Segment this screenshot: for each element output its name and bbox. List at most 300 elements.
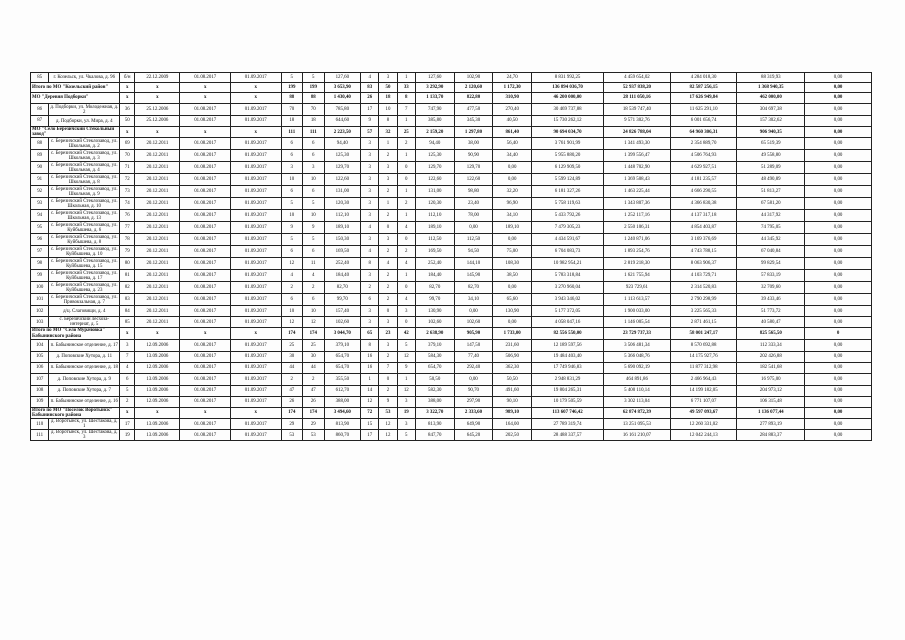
cell-s1: 847,70: [415, 430, 454, 441]
cell-d1: 20.12.2011: [135, 246, 180, 258]
cell-s1: 385,80: [415, 116, 454, 127]
cell-z: 0,00: [805, 104, 872, 116]
cell-n: 106: [31, 362, 49, 373]
cell-area: 860,70: [324, 430, 361, 441]
cell-s1: 584,30: [415, 351, 454, 362]
cell-c1: 30: [281, 351, 303, 362]
cell-d3: 01.09.2017: [230, 317, 281, 328]
cell-n: 85: [31, 73, 49, 83]
cell-m3: 11 625 291,10: [670, 104, 737, 116]
cell-doc: 2: [120, 396, 135, 407]
cell-s2: 649,90: [454, 419, 493, 430]
cell-m4: 304 697,38: [737, 104, 805, 116]
cell-m1: 136 894 036,70: [532, 83, 604, 93]
cell-d1: 12.09.2006: [135, 362, 180, 373]
cell-area: 99,70: [324, 294, 361, 306]
cell-a: с. Березичский Стеклозавод, ул. Школьная, д. 10: [49, 198, 120, 210]
cell-doc: 80: [120, 258, 135, 270]
cell-n: 107: [31, 373, 49, 385]
cell-m1: 15 730 262,12: [532, 116, 604, 127]
cell-q3: 1: [397, 73, 415, 83]
cell-m4: 44 317,92: [737, 210, 805, 222]
cell-m4: 67 581,20: [737, 198, 805, 210]
cell-z: 0,00: [805, 234, 872, 246]
cell-area: 127,60: [324, 73, 361, 83]
cell-m1: 27 789 319,74: [532, 419, 604, 430]
cell-d3: 01.09.2017: [230, 210, 281, 222]
cell-m4: 462 000,00: [737, 93, 805, 104]
table-row: [31, 419, 872, 430]
cell-area: 120,30: [324, 198, 361, 210]
cell-m4: 49 558,80: [737, 150, 805, 162]
cell-q1: 4: [361, 73, 379, 83]
cell-q3: 2: [397, 246, 415, 258]
table-row: [31, 385, 872, 396]
cell-a: д. Поповские Хутора, д. 7: [49, 385, 120, 396]
cell-z: 0,00: [805, 419, 872, 430]
cell-doc: 36: [120, 104, 135, 116]
cell-m2: 52 937 838,20: [604, 83, 671, 93]
cell-n: 101: [31, 294, 49, 306]
cell-m4: 40 580,47: [737, 317, 805, 328]
cell-z: 0,00: [805, 174, 872, 186]
cell-area: 252,40: [324, 258, 361, 270]
cell-m1: 10 982 954,21: [532, 258, 604, 270]
cell-d3: 01.09.2017: [230, 138, 281, 150]
cell-c2: 29: [303, 419, 325, 430]
cell-m3: 4 629 927,51: [670, 162, 737, 174]
cell-d1: 13.09.2006: [135, 430, 180, 441]
cell-area: 813,90: [324, 419, 361, 430]
cell-m1: 30 469 737,88: [532, 104, 604, 116]
cell-area: 131,00: [324, 186, 361, 198]
cell-d1: 13.09.2006: [135, 419, 180, 430]
cell-q1: 72: [361, 407, 379, 418]
cell-a: с. Березичский Стеклозавод, ул. Куйбышева, д. 17: [49, 270, 120, 282]
cell-m2: 1 343 807,36: [604, 198, 671, 210]
table-row: [31, 396, 872, 407]
cell-c1: 47: [281, 385, 303, 396]
cell-m4: 1 136 077,44: [737, 407, 805, 418]
cell-m4: 32 709,60: [737, 282, 805, 294]
cell-m4: 57 833,19: [737, 270, 805, 282]
cell-s2: 905,90: [454, 328, 493, 339]
cell-area: 125,30: [324, 150, 361, 162]
cell-area: 150,30: [324, 234, 361, 246]
cell-doc: 73: [120, 186, 135, 198]
cell-area: 654,70: [324, 362, 361, 373]
cell-doc: 71: [120, 162, 135, 174]
cell-q2: 2: [379, 150, 397, 162]
cell-d3: 01.09.2017: [230, 362, 281, 373]
cell-a: с. Березичский Стеклозавод, ул. Куйбышева, д. 23: [49, 282, 120, 294]
cell-m2: 9 571 302,76: [604, 116, 671, 127]
cell-q3: 3: [397, 306, 415, 317]
table-row: [31, 258, 872, 270]
cell-s3: 231,60: [493, 339, 532, 351]
cell-s3: 65,60: [493, 294, 532, 306]
cell-s2: 129,70: [454, 162, 493, 174]
cell-m4: 157 302,62: [737, 116, 805, 127]
cell-a: с. Березичский Стеклозавод, ул. Школьная, д. 3: [49, 150, 120, 162]
cell-area: 169,50: [324, 246, 361, 258]
cell-c2: 25: [303, 339, 325, 351]
cell-c2: 3: [303, 162, 325, 174]
cell-m4: 65 519,39: [737, 138, 805, 150]
table-row: [31, 339, 872, 351]
cell-d1: x: [135, 83, 180, 93]
cell-m3: 4 284 018,30: [670, 73, 737, 83]
cell-c1: 3: [281, 162, 303, 174]
cell-q1: 4: [361, 222, 379, 234]
cell-c1: 88: [281, 93, 303, 104]
cell-d3: 01.09.2017: [230, 419, 281, 430]
cell-c2: 53: [303, 430, 325, 441]
cell-q1: 14: [361, 385, 379, 396]
cell-n: 91: [31, 174, 49, 186]
cell-d1: 20.12.2011: [135, 150, 180, 162]
cell-q1: 17: [361, 430, 379, 441]
cell-m1: 113 607 746,42: [532, 407, 604, 418]
cell-m4: 16 975,00: [737, 373, 805, 385]
cell-m2: 5 366 048,76: [604, 351, 671, 362]
cell-n: 102: [31, 306, 49, 317]
cell-m3: 2 466 964,43: [670, 373, 737, 385]
cell-a: д. Подборки, ул. Мира, д. 4: [49, 116, 120, 127]
cell-d3: 01.09.2017: [230, 430, 281, 441]
subtotal-row: [31, 407, 872, 418]
cell-c2: 5: [303, 198, 325, 210]
cell-m2: 18 539 747,40: [604, 104, 671, 116]
cell-q3: 19: [397, 407, 415, 418]
cell-q3: 12: [397, 385, 415, 396]
table-row: [31, 104, 872, 116]
cell-q1: 16: [361, 362, 379, 373]
cell-q3: 1: [397, 373, 415, 385]
cell-c1: 18: [281, 116, 303, 127]
cell-d1: 20.12.2011: [135, 186, 180, 198]
cell-d2: 01.08.2017: [180, 419, 231, 430]
cell-s3: 0,00: [493, 234, 532, 246]
cell-q1: 3: [361, 210, 379, 222]
cell-s1: 94,40: [415, 138, 454, 150]
table-row: [31, 162, 872, 174]
cell-area: 82,70: [324, 282, 361, 294]
cell-d2: 01.08.2017: [180, 116, 231, 127]
cell-s2: 122,60: [454, 174, 493, 186]
cell-m4: 51 289,09: [737, 162, 805, 174]
cell-s1: 120,30: [415, 198, 454, 210]
cell-s1: 130,90: [415, 306, 454, 317]
cell-d3: 01.09.2017: [230, 351, 281, 362]
cell-z: 0,00: [805, 407, 872, 418]
cell-m4: 51 773,72: [737, 306, 805, 317]
cell-s3: 989,10: [493, 407, 532, 418]
cell-d3: 01.09.2017: [230, 294, 281, 306]
cell-q3: 7: [397, 104, 415, 116]
cell-s3: 96,90: [493, 198, 532, 210]
cell-s2: 102,90: [454, 73, 493, 83]
cell-s2: 0,00: [454, 306, 493, 317]
cell-q2: 32: [379, 127, 397, 138]
cell-m1: 4 058 047,16: [532, 317, 604, 328]
cell-s3: 0,00: [493, 317, 532, 328]
cell-d2: 01.08.2017: [180, 385, 231, 396]
cell-m3: 4 666 290,55: [670, 186, 737, 198]
cell-q2: 2: [379, 186, 397, 198]
table-row: [31, 362, 872, 373]
cell-c1: 5: [281, 73, 303, 83]
cell-d2: 01.08.2017: [180, 162, 231, 174]
table-row: [31, 138, 872, 150]
cell-s3: 0,00: [493, 282, 532, 294]
cell-d1: 20.12.2011: [135, 198, 180, 210]
cell-s1: 127,60: [415, 73, 454, 83]
cell-m1: 28 488 337,57: [532, 430, 604, 441]
cell-doc: 50: [120, 116, 135, 127]
cell-d2: x: [180, 328, 231, 339]
cell-n: 97: [31, 246, 49, 258]
cell-n: 100: [31, 282, 49, 294]
cell-q3: 2: [397, 138, 415, 150]
cell-s1: 3 292,90: [415, 83, 454, 93]
cell-q2: 3: [379, 162, 397, 174]
cell-m2: 1 893 254,76: [604, 246, 671, 258]
cell-q2: 12: [379, 430, 397, 441]
cell-c2: 26: [303, 396, 325, 407]
cell-c1: 10: [281, 306, 303, 317]
cell-d2: 01.08.2017: [180, 210, 231, 222]
cell-d3: 01.09.2017: [230, 373, 281, 385]
cell-a: д/ц. Слаговищи, д. 4: [49, 306, 120, 317]
cell-c1: 9: [281, 222, 303, 234]
cell-m3: 3 225 565,33: [670, 306, 737, 317]
cell-m4: 106 315,48: [737, 396, 805, 407]
cell-m2: 5 690 092,19: [604, 362, 671, 373]
cell-s1: 50,50: [415, 373, 454, 385]
table-row: [31, 210, 872, 222]
cell-m2: 24 826 788,04: [604, 127, 671, 138]
cell-q3: 1: [397, 186, 415, 198]
cell-s3: 56,40: [493, 138, 532, 150]
cell-s2: 82,70: [454, 282, 493, 294]
cell-c2: 44: [303, 362, 325, 373]
table-row: [31, 186, 872, 198]
cell-doc: 69: [120, 138, 135, 150]
cell-z: 0,00: [805, 282, 872, 294]
cell-m3: 12 042 244,13: [670, 430, 737, 441]
cell-d3: 01.09.2017: [230, 306, 281, 317]
cell-m3: 4 103 729,71: [670, 270, 737, 282]
cell-m3: 82 587 256,15: [670, 83, 737, 93]
cell-s3: 202,50: [493, 430, 532, 441]
cell-m3: 8 063 906,37: [670, 258, 737, 270]
cell-z: 0,00: [805, 138, 872, 150]
cell-z: 0,00: [805, 162, 872, 174]
cell-s1: 2 638,90: [415, 328, 454, 339]
cell-n: 104: [31, 339, 49, 351]
cell-d1: 20.12.2011: [135, 317, 180, 328]
cell-q2: 3: [379, 174, 397, 186]
table-body: [31, 73, 872, 441]
cell-m2: 1 341 493,30: [604, 138, 671, 150]
cell-m1: 6 129 909,50: [532, 162, 604, 174]
cell-c2: 9: [303, 222, 325, 234]
cell-a: с. Березичский Стеклозавод, ул. Куйбышева, д. 6: [49, 222, 120, 234]
cell-a: с. Березичский Стеклозавод, ул. Школьная, д. 2: [49, 138, 120, 150]
cell-d1: 20.12.2011: [135, 210, 180, 222]
cell-s1: 1 133,70: [415, 93, 454, 104]
cell-m1: 3 761 901,99: [532, 138, 604, 150]
cell-q2: 10: [379, 104, 397, 116]
cell-m1: 5 433 792,26: [532, 210, 604, 222]
cell-area: 122,60: [324, 174, 361, 186]
cell-q2: 4: [379, 258, 397, 270]
cell-m2: 1 113 613,57: [604, 294, 671, 306]
cell-z: 0,00: [805, 430, 872, 441]
cell-c1: 199: [281, 83, 303, 93]
table-row: [31, 306, 872, 317]
cell-area: 94,40: [324, 138, 361, 150]
cell-d2: 01.08.2017: [180, 150, 231, 162]
cell-q1: 9: [361, 116, 379, 127]
cell-m3: 64 960 306,31: [670, 127, 737, 138]
cell-a: п. Бабынинское отделение, д. 17: [49, 339, 120, 351]
cell-m1: 19 484 403,40: [532, 351, 604, 362]
cell-doc: 72: [120, 174, 135, 186]
cell-a: д. Поповские Хутора, д. 9: [49, 373, 120, 385]
cell-d1: 12.09.2006: [135, 339, 180, 351]
cell-d1: 20.12.2011: [135, 234, 180, 246]
cell-m1: 90 694 034,70: [532, 127, 604, 138]
cell-n: 90: [31, 162, 49, 174]
cell-doc: б/н: [120, 73, 135, 83]
cell-d3: 01.09.2017: [230, 339, 281, 351]
cell-m2: 1 369 508,43: [604, 174, 671, 186]
cell-m2: 1 900 033,00: [604, 306, 671, 317]
cell-s2: 1 297,80: [454, 127, 493, 138]
cell-m1: 5 758 119,63: [532, 198, 604, 210]
cell-c1: 6: [281, 138, 303, 150]
cell-m4: 67 040,84: [737, 246, 805, 258]
cell-m3: 2 314 520,83: [670, 282, 737, 294]
cell-doc: 78: [120, 234, 135, 246]
cell-q3: 9: [397, 362, 415, 373]
cell-m2: 464 891,86: [604, 373, 671, 385]
cell-m4: 825 565,50: [737, 328, 805, 339]
cell-m1: 5 599 124,89: [532, 174, 604, 186]
cell-s3: 270,40: [493, 104, 532, 116]
cell-s3: 1 733,00: [493, 328, 532, 339]
cell-z: 0,00: [805, 116, 872, 127]
cell-s2: 90,70: [454, 385, 493, 396]
cell-d1: 12.09.2006: [135, 396, 180, 407]
cell-d2: x: [180, 127, 231, 138]
cell-s3: 310,90: [493, 93, 532, 104]
cell-d1: 22.12.2009: [135, 73, 180, 83]
cell-area: 3 653,90: [324, 83, 361, 93]
cell-s1: 122,60: [415, 174, 454, 186]
cell-q3: 5: [397, 430, 415, 441]
cell-q1: 3: [361, 162, 379, 174]
cell-m3: 4 137 317,18: [670, 210, 737, 222]
cell-s1: 813,90: [415, 419, 454, 430]
cell-d2: 01.08.2017: [180, 306, 231, 317]
table-row: [31, 174, 872, 186]
cell-n: 110: [31, 419, 49, 430]
cell-s3: 90,10: [493, 396, 532, 407]
cell-s2: 477,50: [454, 104, 493, 116]
cell-m3: 58 001 247,17: [670, 328, 737, 339]
cell-d2: 01.08.2017: [180, 258, 231, 270]
cell-d1: 20.12.2011: [135, 162, 180, 174]
cell-z: 0: [805, 328, 872, 339]
cell-a: с. Березичский Стеклозавод, ул. Привокзальная, д. 7: [49, 294, 120, 306]
cell-d3: 01.09.2017: [230, 246, 281, 258]
cell-d2: 01.08.2017: [180, 234, 231, 246]
cell-z: 0,00: [805, 294, 872, 306]
cell-m4: 204 973,12: [737, 385, 805, 396]
cell-c1: 44: [281, 362, 303, 373]
cell-q2: 2: [379, 282, 397, 294]
cell-s3: 108,30: [493, 258, 532, 270]
cell-m2: 23 729 737,33: [604, 328, 671, 339]
cell-q1: 2: [361, 282, 379, 294]
cell-c1: 2: [281, 373, 303, 385]
cell-m1: 19 804 265,31: [532, 385, 604, 396]
cell-c2: 199: [303, 83, 325, 93]
cell-s2: 645,20: [454, 430, 493, 441]
cell-q1: 3: [361, 306, 379, 317]
cell-c1: 53: [281, 430, 303, 441]
cell-s2: 144,10: [454, 258, 493, 270]
cell-s1: 388,00: [415, 396, 454, 407]
cell-s2: 292,40: [454, 362, 493, 373]
cell-d3: 01.09.2017: [230, 162, 281, 174]
table-row: [31, 294, 872, 306]
cell-z: 0,00: [805, 222, 872, 234]
cell-d1: 20.12.2011: [135, 306, 180, 317]
cell-n: 86: [31, 104, 49, 116]
cell-doc: 76: [120, 210, 135, 222]
table-row: [31, 234, 872, 246]
cell-d1: 13.09.2006: [135, 385, 180, 396]
cell-q2: 0: [379, 306, 397, 317]
cell-z: 0,00: [805, 385, 872, 396]
cell-q2: 3: [379, 73, 397, 83]
cell-d1: 20.12.2011: [135, 294, 180, 306]
cell-doc: 7: [120, 351, 135, 362]
cell-s2: 145,90: [454, 270, 493, 282]
cell-n: 99: [31, 270, 49, 282]
cell-q2: 2: [379, 294, 397, 306]
cell-q3: 4: [397, 258, 415, 270]
cell-d1: 25.12.2006: [135, 116, 180, 127]
cell-c2: 70: [303, 104, 325, 116]
cell-s1: 169,50: [415, 246, 454, 258]
cell-c2: 174: [303, 328, 325, 339]
cell-q3: 2: [397, 198, 415, 210]
cell-m3: 2 354 889,70: [670, 138, 737, 150]
cell-d1: 13.09.2006: [135, 373, 180, 385]
cell-z: 0,00: [805, 317, 872, 328]
cell-area: 184,40: [324, 270, 361, 282]
cell-c1: 174: [281, 407, 303, 418]
cell-c1: 29: [281, 419, 303, 430]
cell-q3: 1: [397, 150, 415, 162]
cell-s1: 747,90: [415, 104, 454, 116]
table-row: [31, 317, 872, 328]
